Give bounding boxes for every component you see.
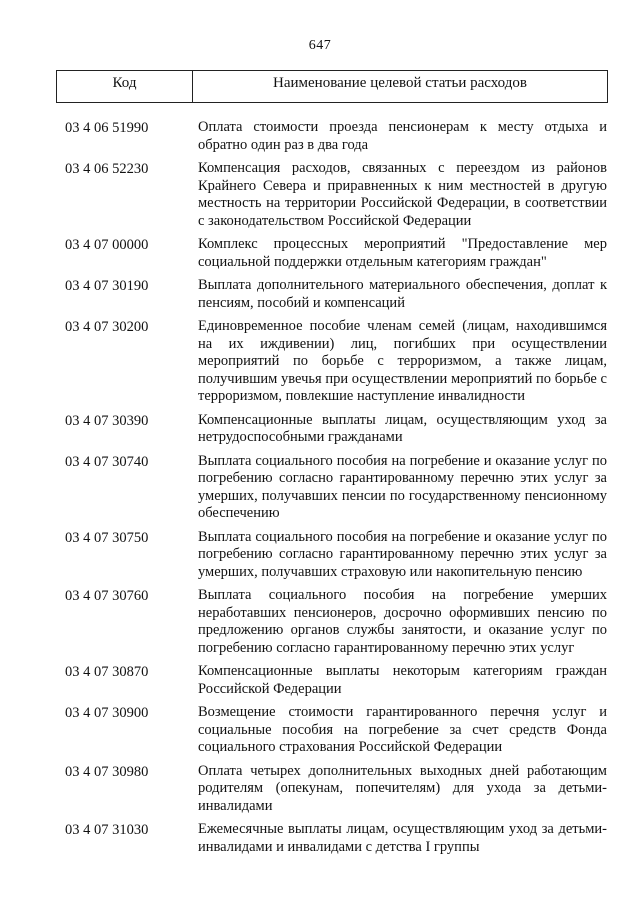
table-row xyxy=(0,160,640,230)
row-description: Единовременное пособие членам семей (лицам, находившимся на их иждивении) лиц, погибших при осуществлении мероприятий по борьбе с терроризмом, а также лицам, получившим увечья при осуществлении мероприятий по борьбе с терроризмом, повлекшие наступление инвалидности xyxy=(198,318,607,404)
table-header xyxy=(56,70,608,103)
row-description: Ежемесячные выплаты лицам, осуществляющим уход за детьми-инвалидами и инвалидами с детства I группы xyxy=(198,821,607,855)
row-code: 03 4 07 00000 xyxy=(65,237,149,253)
row-code: 03 4 06 51990 xyxy=(65,120,149,136)
header-name: Наименование целевой статьи расходов xyxy=(273,75,527,91)
row-code: 03 4 07 30750 xyxy=(65,529,149,546)
row-code: 03 4 07 30980 xyxy=(65,763,149,780)
row-description: Выплата социального пособия на погребение и оказание услуг по погребению согласно гарантированному перечню этих услуг за умерших, получавших пенсии по государственному пенсионному обеспечению xyxy=(198,452,607,521)
table-row xyxy=(0,412,640,447)
row-code: 03 4 07 30390 xyxy=(65,412,149,429)
row-description: Выплата социального пособия на погребение и оказание услуг по погребению согласно гарантированному перечню этих услуг за умерших, получавших страховую или накопительную пенсию xyxy=(198,528,607,580)
row-code: 03 4 07 30200 xyxy=(65,319,149,335)
table-row xyxy=(0,453,640,523)
row-description: Оплата четырех дополнительных выходных дней работающим родителям (опекунам, попечителям) для ухода за детьми-инвалидами xyxy=(198,762,607,814)
row-code: 03 4 07 30760 xyxy=(65,588,149,604)
table-row xyxy=(0,663,640,698)
row-code: 03 4 07 30870 xyxy=(65,664,149,680)
row-code: 03 4 07 30900 xyxy=(65,705,149,721)
row-description: Компенсационные выплаты некоторым категориям граждан Российской Федерации xyxy=(198,663,607,697)
row-description: Выплата дополнительного материального обеспечения, доплат к пенсиям, пособий и компенсаций xyxy=(198,277,607,311)
table-body xyxy=(0,119,640,862)
row-description: Комплекс процессных мероприятий "Предоставление мер социальной поддержки отдельным категориям граждан" xyxy=(198,236,607,270)
row-code: 03 4 07 31030 xyxy=(65,822,149,838)
table-row xyxy=(0,587,640,657)
row-description: Возмещение стоимости гарантированного перечня услуг и социальные пособия на погребение за счет средств Фонда социального страхования Российской Федерации xyxy=(198,704,607,755)
row-code: 03 4 07 30740 xyxy=(65,453,149,470)
table-row xyxy=(0,277,640,312)
row-code: 03 4 07 30190 xyxy=(65,278,149,294)
row-description: Компенсационные выплаты лицам, осуществляющим уход за нетрудоспособными гражданами xyxy=(198,411,607,445)
row-description: Выплата социального пособия на погребение умерших неработавших пенсионеров, досрочно оформивших пенсию по предложению органов службы занятости, и оказание услуг по погребению согласно гарантированному перечню этих услуг xyxy=(198,587,607,656)
page-number: 647 xyxy=(308,38,332,53)
header-code: Код xyxy=(57,71,193,102)
table-row xyxy=(0,704,640,757)
table-row xyxy=(0,119,640,154)
row-code: 03 4 06 52230 xyxy=(65,161,149,177)
table-row xyxy=(0,821,640,856)
row-description: Оплата стоимости проезда пенсионерам к месту отдыха и обратно один раз в два года xyxy=(198,119,607,153)
table-row xyxy=(0,529,640,582)
table-row xyxy=(0,236,640,271)
table-row xyxy=(0,318,640,406)
table-row xyxy=(0,763,640,816)
row-description: Компенсация расходов, связанных с переездом из районов Крайнего Севера и приравненных к ним местностей в другую местность на территории Российской Федерации, в соответствии с законодательством Российской Федерации xyxy=(198,160,607,229)
